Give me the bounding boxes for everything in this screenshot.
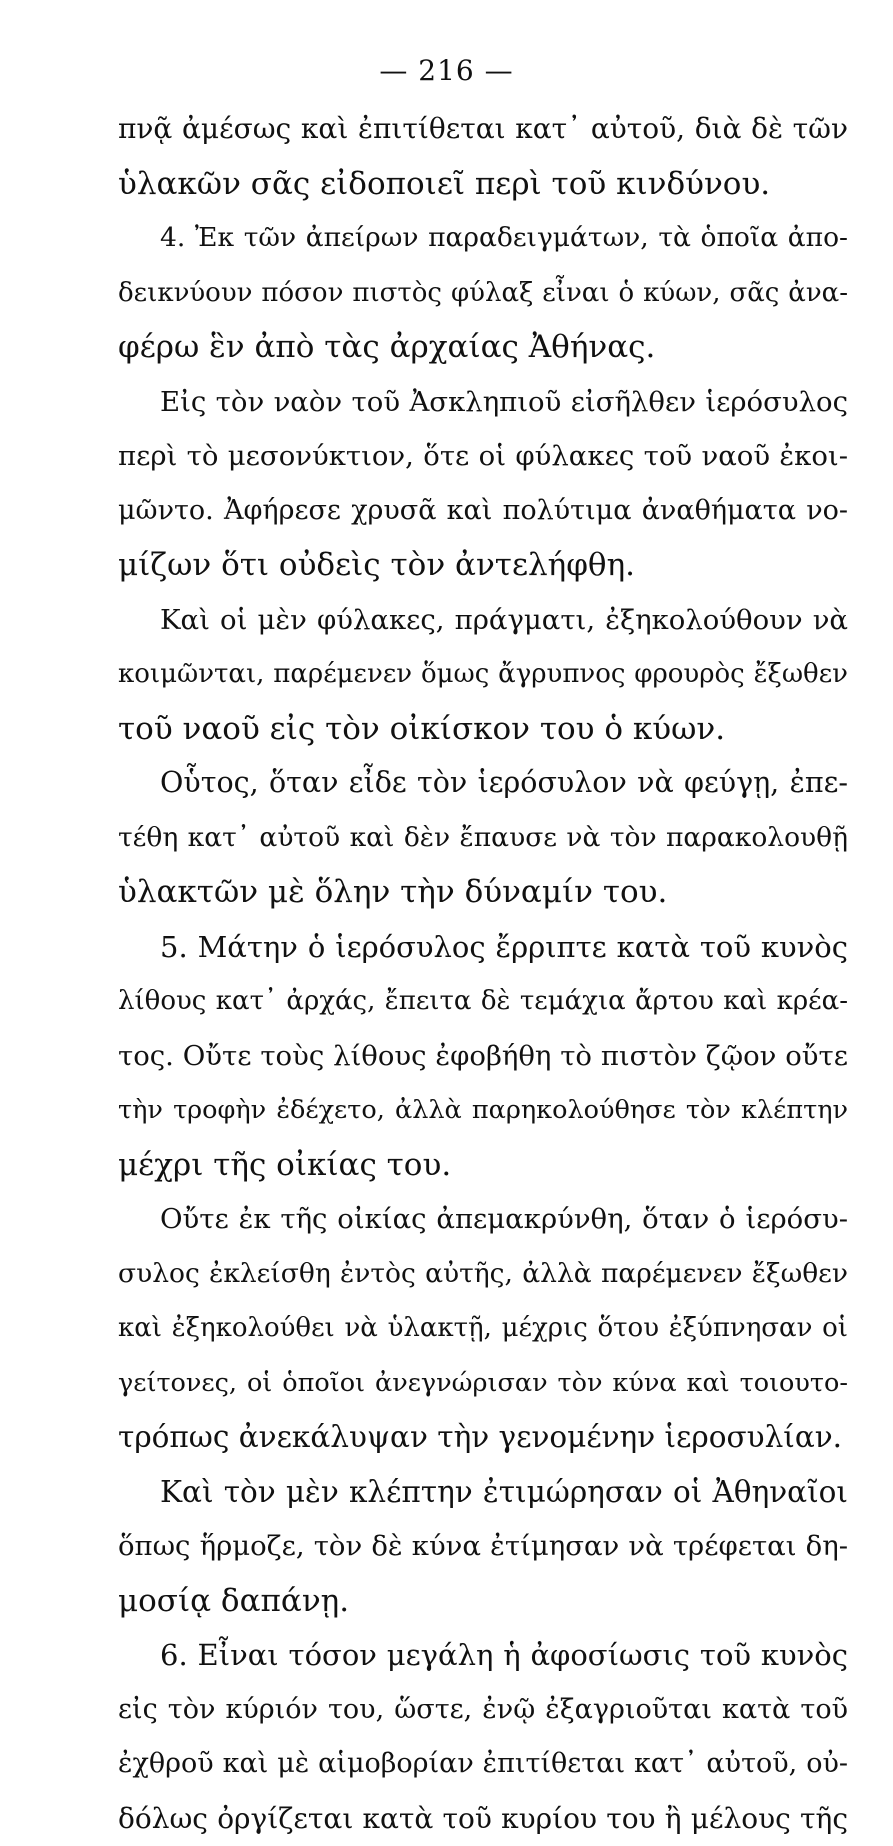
text-line: 5. Μάτην ὁ ἱερόσυλος ἔρριπτε κατὰ τοῦ κυνὸς [118,920,848,975]
text-line: φέρω ἓν ἀπὸ τὰς ἀρχαίας Ἀθήνας. [118,320,848,375]
text-line: κοιμῶνται, παρέμενεν ὅμως ἄγρυπνος φρουρὸς ἔξωθεν [118,647,848,702]
text-line: Καὶ οἱ μὲν φύλακες, πράγματι, ἐξηκολούθουν νὰ [118,593,848,648]
text-line: πνᾷ ἀμέσως καὶ ἐπιτίθεται κατ᾽ αὐτοῦ, διὰ δὲ τῶν [118,102,848,157]
text-line: τὴν τροφὴν ἐδέχετο, ἀλλὰ παρηκολούθησε τὸν κλέπτην [118,1083,848,1138]
text-line: λίθους κατ᾽ ἀρχάς, ἔπειτα δὲ τεμάχια ἄρτου καὶ κρέα- [118,974,848,1029]
page-number: — 216 — [0,54,893,87]
body-text [118,102,848,1846]
text-line: δεικνύουν πόσον πιστὸς φύλαξ εἶναι ὁ κύων, σᾶς ἀνα- [118,266,848,321]
text-line: μέχρι τῆς οἰκίας του. [118,1138,848,1193]
text-line: 6. Εἶναι τόσον μεγάλη ἡ ἀφοσίωσις τοῦ κυνὸς [118,1628,848,1683]
text-line: τρόπως ἀνεκάλυψαν τὴν γενομένην ἱεροσυλίαν. [118,1410,848,1465]
text-line: 4. Ἐκ τῶν ἀπείρων παραδειγμάτων, τὰ ὁποῖα ἀπο- [118,211,848,266]
text-line: μοσίᾳ δαπάνῃ. [118,1574,848,1629]
text-line: ὑλακτῶν μὲ ὅλην τὴν δύναμίν του. [118,865,848,920]
text-line: ἐχθροῦ καὶ μὲ αἱμοβορίαν ἐπιτίθεται κατ᾽ αὐτοῦ, οὐ- [118,1737,848,1792]
text-line: μῶντο. Ἀφήρεσε χρυσᾶ καὶ πολύτιμα ἀναθήματα νο- [118,484,848,539]
text-line: τος. Οὔτε τοὺς λίθους ἐφοβήθη τὸ πιστὸν ζῷον οὔτε [118,1029,848,1084]
text-line: Οὗτος, ὅταν εἶδε τὸν ἱερόσυλον νὰ φεύγῃ, ἐπε- [118,756,848,811]
text-line: εἰς τὸν κύριόν του, ὥστε, ἐνῷ ἐξαγριοῦται κατὰ τοῦ [118,1683,848,1738]
text-line: τέθη κατ᾽ αὐτοῦ καὶ δὲν ἔπαυσε νὰ τὸν παρακολουθῇ [118,811,848,866]
text-line: Εἰς τὸν ναὸν τοῦ Ἀσκληπιοῦ εἰσῆλθεν ἱερόσυλος [118,375,848,430]
text-line: Οὔτε ἐκ τῆς οἰκίας ἀπεμακρύνθη, ὅταν ὁ ἱερόσυ- [118,1192,848,1247]
text-line: γείτονες, οἱ ὁποῖοι ἀνεγνώρισαν τὸν κύνα καὶ τοιουτο- [118,1356,848,1411]
text-line: καὶ ἐξηκολούθει νὰ ὑλακτῇ, μέχρις ὅτου ἐξύπνησαν οἱ [118,1301,848,1356]
text-line: περὶ τὸ μεσονύκτιον, ὅτε οἱ φύλακες τοῦ ναοῦ ἐκοι- [118,429,848,484]
text-line: μίζων ὅτι οὐδεὶς τὸν ἀντελήφθη. [118,538,848,593]
text-line: συλος ἐκλείσθη ἐντὸς αὐτῆς, ἀλλὰ παρέμενεν ἔξωθεν [118,1247,848,1302]
text-line: ὑλακῶν σᾶς εἰδοποιεῖ περὶ τοῦ κινδύνου. [118,157,848,212]
text-line: δόλως ὀργίζεται κατὰ τοῦ κυρίου του ἢ μέλους τῆς [118,1792,848,1846]
text-line: τοῦ ναοῦ εἰς τὸν οἰκίσκον του ὁ κύων. [118,702,848,757]
text-line: ὅπως ἥρμοζε, τὸν δὲ κύνα ἐτίμησαν νὰ τρέφεται δη- [118,1519,848,1574]
text-line: Καὶ τὸν μὲν κλέπτην ἐτιμώρησαν οἱ Ἀθηναῖοι [118,1465,848,1520]
